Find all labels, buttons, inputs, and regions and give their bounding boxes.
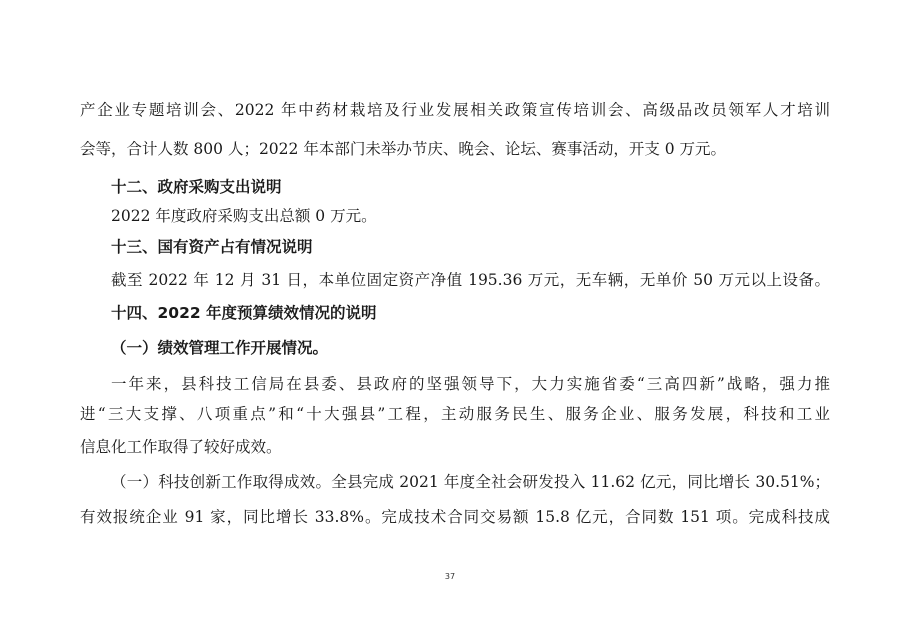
paragraph-line-2: 会等，合计人数 800 人；2022 年本部门未举办节庆、晚会、论坛、赛事活动，开支 0 万元。	[80, 140, 727, 158]
page-number: 37	[444, 572, 456, 581]
paragraph-line-8: （一）科技创新工作取得成效。全县完成 2021 年度全社会研发投入 11.62 亿元，同比增长 30.51%；	[111, 473, 830, 491]
paragraph-line-4: 截至 2022 年 12 月 31 日，本单位固定资产净值 195.36 万元，无车辆，无单价 50 万元以上设备。	[111, 271, 830, 289]
section-heading-14: 十四、2022 年度预算绩效情况的说明	[111, 304, 377, 322]
paragraph-line-1: 产企业专题培训会、2022 年中药材栽培及行业发展相关政策宣传培训会、高级品改员领军人才培训	[80, 101, 830, 119]
subsection-heading-1: （一）绩效管理工作开展情况。	[111, 339, 329, 357]
section-heading-12: 十二、政府采购支出说明	[111, 178, 282, 196]
paragraph-line-7: 信息化工作取得了较好成效。	[80, 438, 282, 456]
section-heading-13: 十三、国有资产占有情况说明	[111, 238, 313, 256]
paragraph-line-6: 进“三大支撑、八项重点”和“十大强县”工程，主动服务民生、服务企业、服务发展，科技和工业	[80, 405, 830, 423]
paragraph-line-5: 一年来，县科技工信局在县委、县政府的坚强领导下，大力实施省委“三高四新”战略，强力推	[111, 375, 830, 393]
paragraph-line-9: 有效报统企业 91 家，同比增长 33.8%。完成技术合同交易额 15.8 亿元，合同数 151 项。完成科技成	[80, 508, 830, 526]
paragraph-line-3: 2022 年度政府采购支出总额 0 万元。	[111, 207, 377, 225]
